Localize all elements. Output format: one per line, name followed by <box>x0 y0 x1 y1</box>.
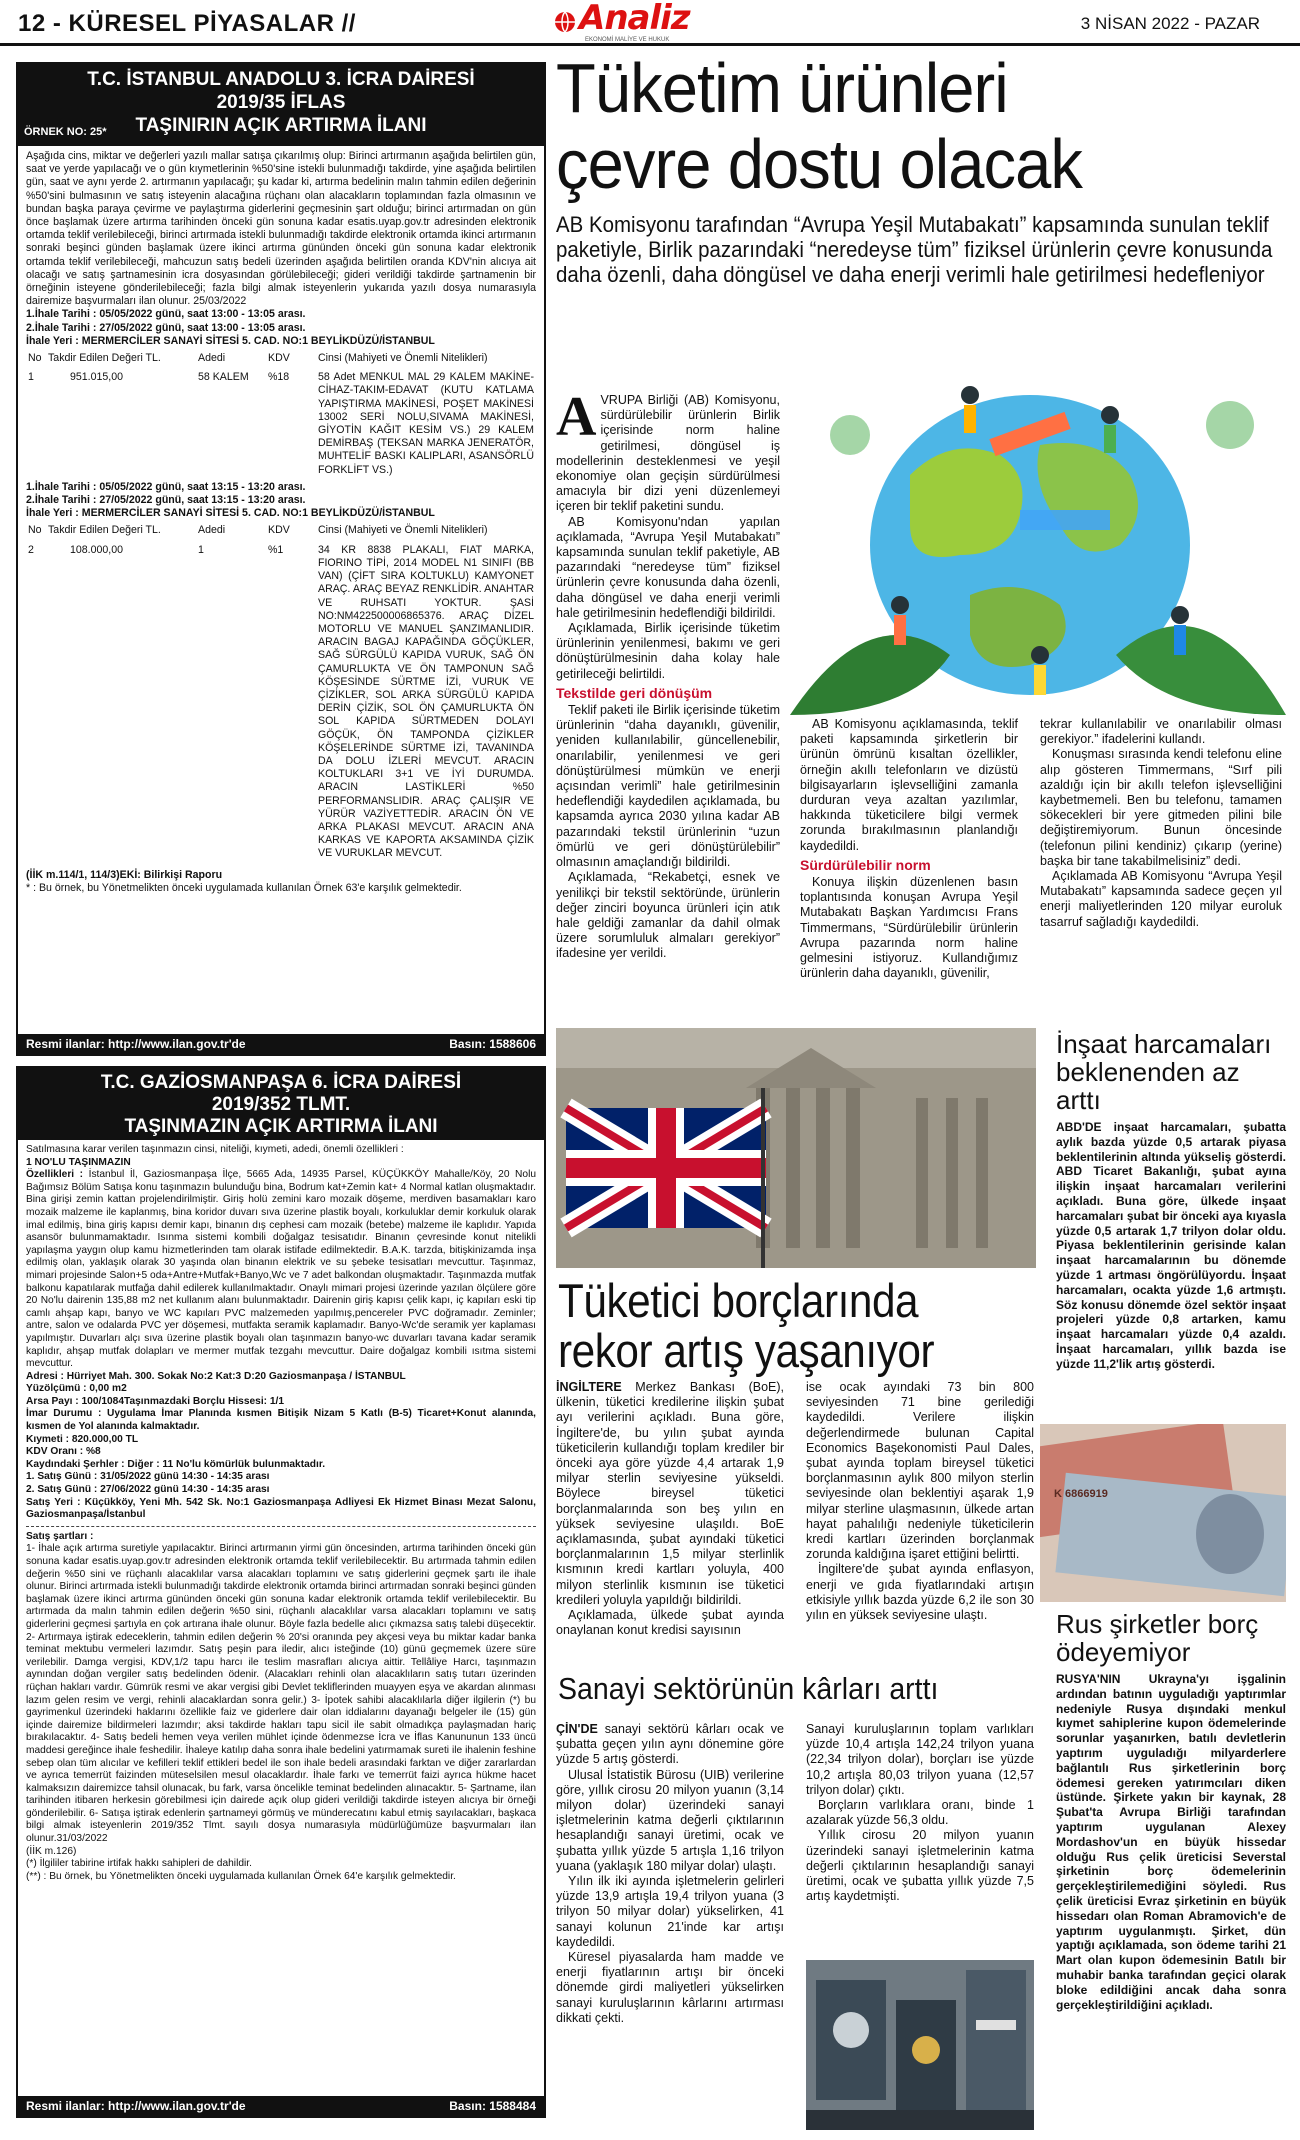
item-value: 108.000,00 <box>70 543 124 556</box>
notice-2-sale-1: 1. Satış Günü : 31/05/2022 günü 14:30 - 14:35 arası <box>26 1471 270 1483</box>
drop-cap: A <box>556 386 597 448</box>
sidebar-1-text: inşaat harcamaları, şubatta aylık bazda yüzde 0,5 artarak piyasa beklentilerinin altında yükseliş gösterdi. ABD Ticaret Bakanlığı, şubat ayına ilişkin inşaat harcamaları verilerini açıkladı. Buna göre, ülkede inşaat harcamaları şubat bir önceki aya kıyasla yüzde 0,5 artarak 1,7 trilyon dolar oldu. Piyasa beklentilerinin gerisinde kalan inşaat harcamalarının bu dönemde yüzde 1 artması öngörülüyordu. İnşaat harcamaları, ocakta yüzde 1,6 artmıştı. Söz konusu dönemde özel sektör inşaat projeleri yüzde 0,8 artarken, kamu inşaat harcamaları yüzde 0,4 azaldı. İnşaat harcamaları, yıllık bazda ise yüzde 11,2'lik artış gösterdi. <box>1056 1120 1286 1371</box>
sidebar-russian-companies <box>1056 1610 1286 2012</box>
notice-2-body <box>18 1140 544 1887</box>
table-row <box>26 544 536 861</box>
article-1-col2-p1: AB Komisyonu açıklamasında, teklif paketi kapsamında şirketlerin bir ürünün ömrünü kısaltan özellikler, örneğin akıllı telefonların ve dizüstü bilgisayarların işlevselliğini zamanla durduran veya azaltan yazılımlar, hakkında tüketicilere bilgi vermek zorunda bırakılmasının planlandığı kaydedildi. <box>800 717 1018 853</box>
item-qty: 58 KALEM <box>198 371 249 384</box>
notice-2-office: T.C. GAZİOSMANPAŞA 6. İCRA DAİRESİ <box>100 1072 462 1093</box>
notice-2-records: Kaydındaki Şerhler : Diğer : 11 No'lu kömürlük bulunmaktadır. <box>26 1458 326 1470</box>
article-2-headline-line-1: Tüketici borçlarında <box>558 1274 919 1327</box>
sidebar-2-headline: Rus şirketler borç ödeyemiyor <box>1056 1609 1259 1667</box>
notice-1-file: 2019/35 İFLAS <box>216 92 346 113</box>
article-2-lead-bold: İNGİLTERE <box>556 1380 622 1394</box>
notice-2-title: TAŞINMAZIN AÇIK ARTIRMA İLANI <box>124 1116 438 1137</box>
notice-2-file: 2019/352 TLMT. <box>211 1094 351 1115</box>
bank-of-england-photo <box>556 1028 1036 1268</box>
article-1-column-1 <box>556 386 780 962</box>
notice-2-header <box>18 1068 544 1140</box>
notice-2-law: (İİK m.126) <box>26 1845 77 1857</box>
article-1-subhead-2: Sürdürülebilir norm <box>800 856 931 873</box>
article-3-headline: Sanayi sektörünün kârları arttı <box>558 1671 939 1706</box>
article-1-p3: Açıklamada, Birlik içerisinde tüketim ürünlerinin yenilenmesi, bakımı ve geri dönüştürülmesinin daha kolay hale getirileceği belirtildi. <box>556 621 780 681</box>
banknote-photo <box>1040 1424 1286 1602</box>
table-header-row <box>26 524 536 537</box>
notice-2-value: Kıymeti : 820.000,00 TL <box>26 1433 139 1445</box>
article-1-lead: VRUPA Birliği (AB) Komisyonu, sürdürülebilir ürünlerin Birlik içerisinde norm haline getirilmesi, döngüsel iş modellerinin desteklenmesi ve yeşil ekonomiye olan geçişin sürdürülmesi amacıyla bir dizi yeni düzenlemeyi içeren bir teklif paketini sundu. <box>556 393 780 514</box>
logo <box>555 2 755 42</box>
article-1-dek: AB Komisyonu tarafından “Avrupa Yeşil Mutabakatı” kapsamında sunulan teklif paketiyle, Birlik pazarındaki “neredeyse tüm” fiziksel ürünlerin çevre konusunda daha özenli, daha döngüsel ve daha enerji verimli hale getirilmesi hedefleniyor <box>556 212 1273 287</box>
notice-2-features-label: Özellikleri : <box>26 1169 84 1181</box>
notice-1-footer <box>18 1034 544 1054</box>
article-3-column-1 <box>556 1722 784 2026</box>
factory-photo <box>806 1960 1034 2130</box>
notice-1-intro: Aşağıda cins, miktar ve değerleri yazılı mallar satışa çıkarılmış olup: Birinci artırmanın aşağıda belirtilen gün, saat ve yerde yapılacağı ve o gün kıymetlerinin %50'sine istekli bulunmadığı takdirde, yine aşağıda belirtilen gün, saat ve aynı yerde 2. artırmanın yapılacağı; şu kadar ki, artırma bedelinin malın tahmin edilen değerinin %50'sini bulmasının ve satış isteyenin alacağına rüçhanı olan alacakların toplamından fazla olmasının ve bundan başka paraya çevirme ve paylaştırma giderlerini geçmesinin şart olduğu; birinci artırmadan on gün önce başlamak üzere artırma tarihinden önceki gün sonuna kadar esatis.uyap.gov.tr adresinden elektronik ortamda teklif verilebileceği, birinci artırmada istekli bulunmadığı takdirde elektronik ortamda ikinci artırmanın sonraki beşinci günden başlamak üzere ikinci artırma gününden önceki gün sonuna kadar elektronik ortamda teklif verilebileceği, mahcuzun satış bedeli üzerinden aşağıda belirtilen oranda KDV'nin alıcıya ait olacağı ve satış şartnamesinin icra dosyasından görülebileceği; gideri verildiği takdirde şartnamenin bir örneğinin isteyene gönderilebileceği; fazla bilgi almak isteyenlerin yukarıda yazılı dosya numarasıyla dairemize başvurmaları ilan olunur. 25/03/2022 <box>26 150 536 308</box>
article-3-p3: Yılın ilk iki ayında işletmelerin gelirleri yüzde 13,9 artışla 19,4 trilyon yuana (3 trilyon 50 milyar dolar) yükselirken, 41 sanayi kolunun 21'inde kar artışı kaydedildi. <box>556 1874 784 1949</box>
notice-2-conditions: 1- İhale açık artırma suretiyle yapılacaktır. Birinci artırmanın yirmi gün öncesinden, artırma tarihinden önceki gün sonuna kadar esatis.uyap.gov.tr adresinden elektronik ortamda teklif verilebilecektir. Bu artırmada tahmin edilen değerin %50 sini ve rüçhanlı alacaklılar varsa alacakları toplamını ve satış giderlerini geçmek şartı ile ihale olunur. Birinci artırmada istekli bulunmadığı takdirde elektronik ortamda birinci artırmadan sonraki beşinci günden başlamak üzere ikinci artırma gününden önceki gün sonuna kadar elektronik ortamda teklif verilebilecektir. Bu artırmada da malın tahmin edilen değerin %50 sini, rüçhanlı alacaklılar varsa alacakları toplamını ve satış giderlerini geçmesi şartıyla en çok artırana ihale olunur. Böyle fazla bedelle alıcı çıkmazsa satış talebi düşecektir. 2- Artırmaya iştirak edeceklerin, tahmin edilen değerin % 20'si oranında pey akçesi veya bu miktar kadar banka teminat mektubu vermeleri lazımdır. Satış peşin para iledir, alıcı isteğinde (10) günü geçmemek üzere süre verilebilir. Damga vergisi, KDV,1/2 tapu harcı ile teslim masrafları alıcıya aittir. Tellâliye Harcı, taşınmazın aynından doğan vergiler satış bedelinden ödenir. (Alacakları rehinli olan alacaklıların satış tutarı üzerinden rüçhan hakları vardır. Gümrük resmi ve akar vergisi gibi Devlet tekliflerinden muayyen eşya ve akardan alınması lazım gelen resim ve vergi, rehinli alacaklardan sonra gelir.) 3- İpotek sahibi alacaklılarla diğer ilgilerin (*) bu gayrimenkul üzerindeki haklarını özellikle faiz ve giderlere dair olan iddialarını dayanağı belgeler ile (15) gün içinde dairemize bildirmeleri lazımdır; aksi takdirde hakları tapu sicil ile sabit olmadıkça paylaşmadan hariç bırakılacaktır. 4- Satış bedeli hemen veya verilen mühlet içinde ödenmezse İcra ve İflas Kanununun 133 üncü maddesi gereğince ihale feshedilir. İhaleye katılıp daha sonra ihale bedelini yatırmamak sureti ile ihalenin feshine sebep olan tüm alıcılar ve kefilleri teklif ettikleri bedel ile son ihale bedeli arasındaki farktan ve diğer zararlardan ve ayrıca temerrüt faizinden müteselsilen mesul olacaklardır. İhale farkı ve temerrüt faizi ayrıca hükme hacet kalmaksızın dairemizce tahsil olunacak, bu fark, varsa öncelikle teminat bedelinden alınacaktır. 5- Şartname, ilan tarihinden itibaren herkesin görebilmesi için dairede açık olup gideri verildiği takdirde isteyen alıcıya bir örneği gönderilebilir. 6- Satışa iştirak edenlerin şartnameyi görmüş ve münderecatını kabul etmiş sayılacakları, başkaca bilgi almak isteyenlerin 2019/352 Tlmt. sayılı dosya numarasıyla müdürlüğümüze başvurmaları ilan olunur.31/03/2022 <box>26 1543 536 1845</box>
auction-notice-1 <box>16 62 546 1056</box>
notice-1-body <box>18 146 544 899</box>
article-2-headline <box>558 1276 934 1376</box>
article-1-col2-p2: Konuya ilişkin düzenlenen basın toplantısında konuşan Avrupa Yeşil Mutabakatı Başkan Yardımcısı Frans Timmermans, “Sürdürülebilir ürünlerin Avrupa pazarında norm haline gelmesini istiyoruz. Kullandığımız ürünlerin daha dayanıklı, güvenilir, <box>800 875 1018 981</box>
article-3-p2: Ulusal İstatistik Bürosu (UIB) verilerine göre, yıllık cirosu 20 milyon yuanın (3,14 milyon dolar) üzerindeki sanayi işletmelerinin katma değerli çıktılarının hesaplandığı sanayi üretimi, ocak ve şubatta yıllık yüzde 5 artışla 1,16 trilyon yuana (yaklaşık 180 milyar dolar) ulaştı. <box>556 1767 784 1873</box>
notice-1-auction-b-place: İhale Yeri : MERMERCİLER SANAYİ SİTESİ 5. CAD. NO:1 BEYLİKDÜZÜ/İSTANBUL <box>26 507 435 520</box>
article-eco-products <box>556 50 1286 287</box>
notice-1-auction-b-date2: 2.İhale Tarihi : 27/05/2022 günü, saat 13:15 - 13:20 arası. <box>26 494 306 507</box>
article-3-column-2 <box>806 1722 1034 1904</box>
notice-1-example-no: ÖRNEK NO: 25* <box>24 126 107 138</box>
col-header-value: Takdir Edilen Değeri TL. <box>48 524 161 537</box>
ruble-banknotes-icon <box>1040 1424 1286 1602</box>
article-1-col3-p1: tekrar kullanılabilir ve onarılabilir olması gerekiyor.” ifadelerini kullandı. <box>1040 717 1282 747</box>
item-vat: %18 <box>268 371 290 384</box>
notice-1-note-1: (İİK m.114/1, 114/3)EKİ: Bilirkişi Raporu <box>26 868 223 881</box>
notice-1-title: TAŞINIRIN AÇIK ARTIRMA İLANI <box>135 115 427 136</box>
notice-2-footer-press: Basın: 1588484 <box>449 2099 536 2113</box>
divider <box>26 1526 536 1527</box>
article-1-p4: Teklif paketi ile Birlik içerisinde tüketim ürünlerinin “daha dayanıklı, güvenilir, yeniden kullanılabilir, güncellenebilir, onarılabilir, yenilenmesi ve geri dönüştürülmesi mümkün ve enerji açısından verimli” hale getirilmesinin hedeflendiği kaydedilen açıklamada, bu kapsamda ayrıca 2030 yılına kadar AB pazarındaki tekstil ürünlerinin “uzun ömürlü ve geri dönüştürülebilir” olmasının amaçlandığı bildirildi. <box>556 703 780 870</box>
notice-1-header <box>18 64 544 146</box>
notice-2-parcel: 1 NO'LU TAŞINMAZIN <box>26 1156 131 1168</box>
notice-2-note-2: (**) : Bu örnek, bu Yönetmelikten önceki uygulamada kullanılan Örnek 64'e karşılık gelmektedir. <box>26 1870 456 1882</box>
article-1-column-3 <box>1040 717 1282 930</box>
notice-2-conditions-title: Satış şartları : <box>26 1530 94 1542</box>
item-value: 951.015,00 <box>70 371 124 384</box>
logo-globe-icon <box>553 10 577 34</box>
article-3-lead: sanayi sektörü kârları ocak ve şubatta geçen yılın aynı dönemine göre yüzde 5 artış gösterdi. <box>556 1722 784 1767</box>
logo-tagline: EKONOMİ MALİYE VE HUKUK <box>585 37 670 43</box>
notice-1-auction-a-date1: 1.İhale Tarihi : 05/05/2022 günü, saat 13:00 - 13:05 arası. <box>26 308 306 321</box>
article-1-headline <box>556 50 1235 202</box>
notice-2-share: Arsa Payı : 100/1084Taşınmazdaki Borçlu Hissesi: 1/1 <box>26 1395 285 1407</box>
notice-2-area: Yüzölçümü : 0,00 m2 <box>26 1383 127 1395</box>
article-1-headline-line-1: Tüketim ürünleri <box>556 49 1008 127</box>
sidebar-1-headline: İnşaat harcamaları beklenenden az arttı <box>1056 1029 1272 1115</box>
article-1-subhead-1: Tekstilde geri dönüşüm <box>556 684 713 701</box>
article-3-col2-p2: Borçların varlıklara oranı, binde 1 azalarak yüzde 56,3 oldu. <box>806 1798 1034 1828</box>
article-2-headline-line-2: rekor artış yaşanıyor <box>558 1324 935 1377</box>
article-2-col2-p1: ise ocak ayındaki 73 bin 800 seviyesinden 71 bine gerilediği kaydedildi. Verilere ilişkin değerlendirmede bulunan Capital Economics Başekonomisti Paul Dales, şubat ayında toplam bireysel tüketici borçlanmasının aylık 800 milyon sterlin seviyesinde olan beklentiyi aşarak 1,9 milyar sterline ulaşmasının, ülkede artan hayat pahalılığı nedeniyle tüketicilerin kredi kartları üzerinden borçlanmak zorunda kaldığına işaret ettiğini belirtti. <box>806 1380 1034 1562</box>
notice-2-zoning: İmar Durumu : Uygulama İmar Planında kısmen Bitişik Nizam 5 Katlı (B-5) Ticaret+Konut alanında, kısmen de Yol alanında kalmaktadır. <box>26 1408 536 1433</box>
col-header-vat: KDV <box>268 352 290 365</box>
notice-1-note-2: * : Bu örnek, bu Yönetmelikten önceki uygulamada kullanılan Örnek 63'e karşılık gelmektedir. <box>26 881 462 894</box>
banknote-serial: K 6866919 <box>1054 1488 1108 1500</box>
notice-2-intro: Satılmasına karar verilen taşınmazın cinsi, niteliği, kıymeti, adedi, önemli özellikleri : <box>26 1144 404 1155</box>
notice-2-place: Satış Yeri : Küçükköy, Yeni Mh. 542 Sk. No:1 Gaziosmanpaşa Adliyesi Ek Hizmet Binası Mezat Salonu, Gaziosmanpaşa/İstanbul <box>26 1496 536 1521</box>
item-no: 2 <box>28 543 34 556</box>
col-header-desc: Cinsi (Mahiyeti ve Önemli Nitelikleri) <box>318 352 488 365</box>
col-header-value: Takdir Edilen Değeri TL. <box>48 352 161 365</box>
article-2-lead: Merkez Bankası (BoE), ülkenin, tüketici kredilerine ilişkin şubat ayı verilerini açıkladı. Buna göre, İngiltere'de, bu yılın şubat ayında tüketicilerin kullandığı toplam krediler bir önceki aya göre yüzde 4,4 artarak 1,9 milyar sterlin seviyesine yükseldi. Böylece bireysel tüketici borçlanmalarında son beş yılın en yüksek seviyesine ulaşıldı. BoE açıklamasında, şubat ayındaki tüketici borçlanmalarının 1,5 milyar sterlinlik kısmının kredi kartları yoluyla, 400 milyon sterlinlik kısmının ise tüketici kredileri yoluyla yapıldığı bildirildi. <box>556 1380 784 1607</box>
item-desc: 34 KR 8838 PLAKALI, FIAT MARKA, FIORINO TİPİ, 2014 MODEL N1 SINIFI (BB VAN) (ÇİFT SIRA KOLTUKLU) KAMYONET ARAÇ. ARAÇ BEYAZ RENKLİDİR. ANAHTAR VE RUHSATI YOKTUR. ŞASİ NO:NM422500006865376. ARAÇ DİZEL MOTORLU VE MANUEL ŞANZIMANLIDIR. ARACIN BAGAJ KAPAĞINDA GÖÇÜKLER, SAĞ SÜRGÜLÜ KAPIDA VURUK, SAĞ ÖN ÇAMURLUKTA VE ÖN TAMPONUN SAĞ KÖŞESİNDE SÜRTME İZİ, VURUK VE ÇİZİKLER, SOL ARKA SÜRGÜLÜ KAPIDA DERİN ÇİZİK, SOL ÖN ÇAMURLUKTA ÖN SOL KAPIDA SÜRTMEDEN DOLAYI GÖÇÜK, ÖN TAMPONDA ÇİZİKLER KÖŞELERİNDE SÜRTME İZİ, TAVANINDA DA DOLU İZLERİ MEVCUT. ARACIN KOLTUKLARI 3+1 VE İYİ DURUMDA. ARACIN LASTİKLERİ %50 PERFORMANSLIDIR. ARAÇ ÇALIŞIR VE YÜRÜR VAZİYETTEDİR. ARACIN ÖN VE ARKA PLAKASI MEVCUT. ARACIN ANA KARKAS VE KAPORTA AKSAMINDA ÇİZİK VE VURUKLAR MEVCUT. <box>318 543 534 860</box>
article-2-column-2 <box>806 1380 1034 1623</box>
page-header <box>0 0 1300 46</box>
notice-2-address: Adresi : Hürriyet Mah. 300. Sokak No:2 Kat:3 D:20 Gaziosmanpaşa / İSTANBUL <box>26 1370 406 1382</box>
article-2-col2-p2: İngiltere'de şubat ayında enflasyon, enerji ve gıda fiyatlarındaki artışın etkisiyle yıllık bazda yüzde 6,2 ile son 30 yılın en yüksek seviyesine ulaştı. <box>806 1562 1034 1623</box>
item-vat: %1 <box>268 543 284 556</box>
notice-2-features: İstanbul İl, Gaziosmanpaşa İlçe, 5665 Ada, 14935 Parsel, KÜÇÜKKÖY Mahalle/Köy, 20 Nolu Bağımsız Bölüm Satışa konu taşınmazın bulunduğu bina, Bodrum kat+Zemin kat+ 4 Normal katlan oluşmaktadır. Bina girişi zemin kattan projelendirilmiştir. Giriş holü zemini karo mozaik döşeme, merdiven basamakları karo mozaik malzeme ile kaplanmış, bina koridor duvarı sıva üzerine plastik boyalı, korkuluklar demir korkuluk olarak imal edilmiş, bina giriş kapısı demir kapı, binanın dış cephesi cam mozaik (betebe) malzeme ile kaplıdır. Yapıda asansör bulunmamaktadır. Isınma sistemi kombili doğalgaz tesisatıdır. Binanın çevresinde konut nitelikli yapılaşma yaygın olup kamu hizmetlerinden tam olarak istifade edilmektedir. B.A.K. tarzda, bitişkinizamda inşa edilmiş olan, yaklaşık olarak 30 yaşında olan binanın elektrik ve su şebeke tesisatları mevcuttur. Taşınmaz, mimari projesinde Salon+5 oda+Antre+Mutfak+Banyo,Wc ve 7 adet balkondan oluşmaktadır. Taşınmazda mutfak balkonu kapatılarak mutfağa dahil edilerek kullanılmaktadır. Onaylı mimari projesi üzerinde yazılan ölçülere göre 20 No'lu dairenin 135,88 m2 net kullanım alanı bulunmaktadır. Dairenin giriş kapısı çelik kapı, iç kapıları eski tip camlı ahşap kapı, banyo ve WC kapıları PVC malzemeden yapılmış,pencereler PVC doğramadır. Zeminler; antre, salon ve odalarda PVC yer döşemesi, mutfakta seramik kaplamadır. Banyo-Wc'de seramik yer kaplaması yapılmıştır. Duvarları alçı sıva üzerine plastik boyalı olan taşınmazın banyo-wc duvarları tavana kadar seramik kaplıdır, ahşap mutfak dolapları ve mermer mutfak tezgahı mevcuttur. Daire doğalgaz kombili ısıtma sistemi mevcuttur. <box>26 1169 536 1370</box>
item-qty: 1 <box>198 543 204 556</box>
notice-2-note-1: (*) İlgililer tabirine irtifak hakkı sahipleri de dahildir. <box>26 1858 252 1870</box>
notice-2-footer-link[interactable]: Resmi ilanlar: http://www.ilan.gov.tr'de <box>26 2099 246 2113</box>
legal-notices-column <box>16 62 546 2118</box>
bank-building-flag-icon <box>556 1028 1036 1268</box>
article-2-column-1 <box>556 1380 784 1638</box>
auction-notice-2 <box>16 1066 546 2118</box>
article-2-p2: Açıklamada, ülkede şubat ayında onaylanan konut kredisi sayısının <box>556 1608 784 1638</box>
issue-date: 3 NİSAN 2022 - PAZAR <box>1080 14 1260 33</box>
notice-1-items-table-1 <box>26 352 536 477</box>
notice-1-items-table-2 <box>26 524 536 860</box>
article-1-headline-line-2: çevre dostu olacak <box>556 125 1083 203</box>
table-row <box>26 371 536 477</box>
notice-1-footer-press: Basın: 1588606 <box>449 1037 536 1051</box>
article-1-col3-p2: Konuşması sırasında kendi telefonu eline alıp gösteren Timmermans, “Sırf pili azaldığı için bir akıllı telefon işlevselliğini kaybetmemeli. Ben bu telefonu, tamamen sökecekleri bir yere gitmeden pilini bile değiştiremiyorum. Bunun öncesinde (telefonun pilini kendiniz) çıkarıp (yerine) başka bir tane takabilmelisiniz” dedi. <box>1040 747 1282 868</box>
article-1-column-2 <box>800 717 1018 981</box>
notice-2-vat: KDV Oranı : %8 <box>26 1446 101 1458</box>
notice-1-auction-b-date1: 1.İhale Tarihi : 05/05/2022 günü, saat 13:15 - 13:20 arası. <box>26 480 306 493</box>
notice-1-auction-a-place: İhale Yeri : MERMERCİLER SANAYİ SİTESİ 5. CAD. NO:1 BEYLİKDÜZÜ/İSTANBUL <box>26 334 435 347</box>
article-1-col3-p3: Açıklamada AB Komisyonu “Avrupa Yeşil Mutabakatı” kapsamında sadece geçen yıl enerji maliyetlerinden 120 milyar euroluk tasarruf sağladığı kaydedildi. <box>1040 869 1282 929</box>
sidebar-construction <box>1056 1030 1286 1372</box>
earth-illustration <box>790 355 1286 715</box>
notice-1-footer-link[interactable]: Resmi ilanlar: http://www.ilan.gov.tr'de <box>26 1037 246 1051</box>
factory-machinery-icon <box>806 1960 1034 2130</box>
col-header-qty: Adedi <box>198 352 226 365</box>
article-3-lead-bold: ÇİN'DE <box>556 1722 598 1736</box>
item-no: 1 <box>28 371 34 384</box>
sidebar-2-text: Ukrayna'yı işgalinin ardından batının uyguladığı yaptırımlar nedeniyle Rusya dışındaki menkul kıymet sahiplerine kupon ödemelerinde sorunlar yaşanırken, batılı devletlerin yaptırım uyguladığı milyarderlere bağlantılı Rus şirketlerinin borç ödemesi gereken yatırımcıları diken üstünde. Şirkete yakın bir kaynak, 28 Şubat'ta Avrupa Birliği tarafından yaptırım uygulanan Alexey Mordashov'un en büyük hissedar olduğu Rus çelik üreticisi Severstal şirketinin borç ödemelerinin gerçekleştirilemediğini söyledi. Rus çelik üreticisi Evraz şirketinin en büyük hissedarı olan Roman Abramovich'e de yaptırım uygulanmıştı. Şirket, dün yaptığı açıklamada, son ödeme tarihi 21 Mart olan kupon ödemesinin Batılı bir muhabir banka tarafından geçici olarak bloke edildiğini ancak daha sonra gerçekleştirildiğini açıkladı. <box>1056 1672 1286 2012</box>
notice-1-auction-a-date2: 2.İhale Tarihi : 27/05/2022 günü, saat 13:00 - 13:05 arası. <box>26 321 306 334</box>
col-header-no: No <box>28 524 42 537</box>
article-3-col2-p3: Yıllık cirosu 20 milyon yuanın üzerindeki sanayi işletmelerinin katma değerli çıktılarının hesaplandığı sanayi üretimi, ocak ve şubatta yıllık yüzde 7,5 artış kaydetmişti. <box>806 1828 1034 1904</box>
item-desc: 58 Adet MENKUL MAL 29 KALEM MAKİNE-CİHAZ-TAKIM-EDAVAT (KUTU KATLAMA YAPIŞTIRMA MAKİNESİ, POŞET MAKİNESİ 13002 SERİ NOLU,SIVAMA MAKİNESİ, GİYOTİN KAĞIT KESİM VS.) 29 KALEM DEMİRBAŞ (TEKSAN MARKA JENERATÖR, MUHTELİF BASKI KALIPLARI, ASANSÖRLÜ FORKLİFT VS.) <box>318 371 534 476</box>
earth-repair-illustration-icon <box>790 355 1286 715</box>
article-1-p5: Açıklamada, “Rekabetçi, esnek ve yenilikçi bir tekstil sektöründe, ürünlerin değer zinciri boyunca ürünleri için atık hale geldiği zamanlar da dahil olmak üzere sorumluluk almaları gerekiyor” ifadesine yer verildi. <box>556 870 780 961</box>
col-header-desc: Cinsi (Mahiyeti ve Önemli Nitelikleri) <box>318 524 488 537</box>
logo-text: Analiz <box>579 0 690 38</box>
page-section-label: 12 - KÜRESEL PİYASALAR // <box>18 10 356 37</box>
article-3-col2-p1: Sanayi kuruluşlarının toplam varlıkları yüzde 10,4 artışla 142,24 trilyon yuana (22,34 trilyon dolar), borçları ise yüzde 10,2 artışla 80,03 trilyon yuana (12,57 trilyon dolar) çıktı. <box>806 1722 1034 1797</box>
article-3-p4: Küresel piyasalarda ham madde ve enerji fiyatlarının artışı bir önceki dönemde girdi maliyetleri yükselirken sanayi kuruluşlarının kârlarını artırması dikkati çekti. <box>556 1950 784 2025</box>
col-header-vat: KDV <box>268 524 290 537</box>
col-header-qty: Adedi <box>198 524 226 537</box>
sidebar-2-lead-bold: RUSYA'NIN <box>1056 1672 1121 1686</box>
col-header-no: No <box>28 352 42 365</box>
notice-1-office: T.C. İSTANBUL ANADOLU 3. İCRA DAİRESİ <box>87 69 475 90</box>
article-1-p2: AB Komisyonu'ndan yapılan açıklamada, “Avrupa Yeşil Mutabakatı” kapsamında sunulan teklif paketiyle, AB pazarındaki “neredeyse tüm” fiziksel ürünlerin çevre konusunda daha özenli, daha döngüsel ve daha enerji verimli hale getirilmesinin hedeflendiği bildirildi. <box>556 514 780 620</box>
notice-2-sale-2: 2. Satış Günü : 27/06/2022 günü 14:30 - 14:35 arası <box>26 1484 270 1496</box>
sidebar-1-lead-bold: ABD'DE <box>1056 1120 1102 1134</box>
notice-2-footer <box>18 2096 544 2116</box>
table-header-row <box>26 352 536 365</box>
